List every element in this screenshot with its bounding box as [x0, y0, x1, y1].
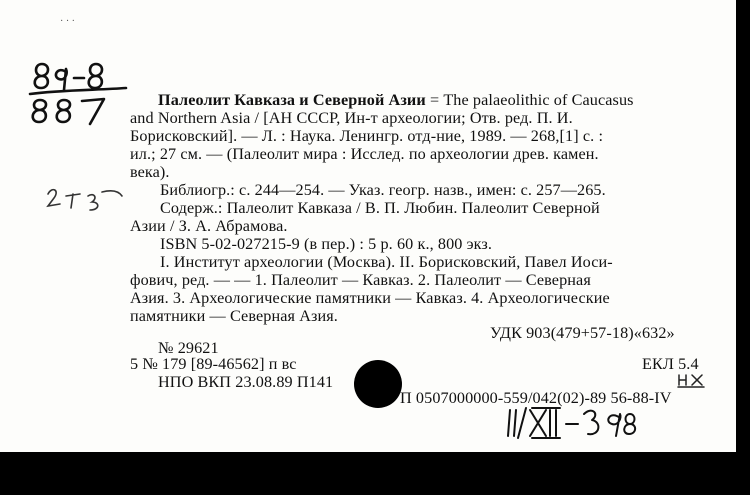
- card-line-4: ил.; 27 см. — (Палеолит мира : Исслед. по археологии древ. камен.: [130, 145, 599, 163]
- handwritten-side-mark: [44, 184, 124, 214]
- handwritten-shelf-mark: [28, 56, 128, 128]
- card-line-5: века).: [130, 163, 170, 181]
- card-line-3: Борисковский]. — Л. : Наука. Ленингр. отд-ние, 1989. — 268,[1] с. :: [130, 127, 604, 145]
- card-line-tracing-1: I. Институт археологии (Москва). II. Борисковский, Павел Иоси-: [160, 253, 613, 271]
- card-number: № 29621: [158, 339, 219, 357]
- order-line: 5 № 179 [89-46562] п вс: [130, 355, 297, 373]
- card-line-contents: Содерж.: Палеолит Кавказа / В. П. Любин. Палеолит Северной: [160, 199, 600, 217]
- npo-line: НПО ВКП 23.08.89 П141: [158, 373, 334, 391]
- card-title: Палеолит Кавказа и Северной Азии: [158, 91, 426, 109]
- scan-edge-right: [736, 0, 750, 452]
- card-line-tracing-2: фович, ред. — — 1. Палеолит — Кавказ. 2. Палеолит — Северная: [130, 271, 591, 289]
- handwritten-corner-mark: [676, 372, 706, 388]
- card-line-isbn: ISBN 5-02-027215-9 (в пер.) : 5 р. 60 к., 800 экз.: [160, 235, 493, 253]
- card-line-2: and Northern Asia / [АН СССР, Ин-т археологии; Отв. ред. П. И.: [130, 109, 573, 127]
- scan-specks: · · ·: [60, 16, 75, 27]
- ekl-code: ЕКЛ 5.4: [642, 355, 699, 373]
- card-line-tracing-4: памятники — Северная Азия.: [130, 307, 338, 325]
- card-line-bibliography: Библиогр.: с. 244—254. — Указ. геогр. назв., имен: с. 257—265.: [160, 181, 606, 199]
- card-punch-hole: [354, 360, 402, 408]
- publisher-code-line: П 0507000000-559/042(02)-89 56-88-IV: [400, 389, 672, 407]
- card-line-tracing-3: Азия. 3. Археологические памятники — Кавказ. 4. Археологические: [130, 289, 610, 307]
- card-title-parallel: = The palaeolithic of Caucasus: [429, 91, 634, 109]
- udk-code: УДК 903(479+57-18)«632»: [490, 324, 675, 342]
- card-line-1: [158, 90, 634, 110]
- scan-edge-bottom: [0, 452, 750, 495]
- handwritten-date-mark: [504, 404, 644, 442]
- card-line-contents-2: Азии / З. А. Абрамова.: [130, 217, 288, 235]
